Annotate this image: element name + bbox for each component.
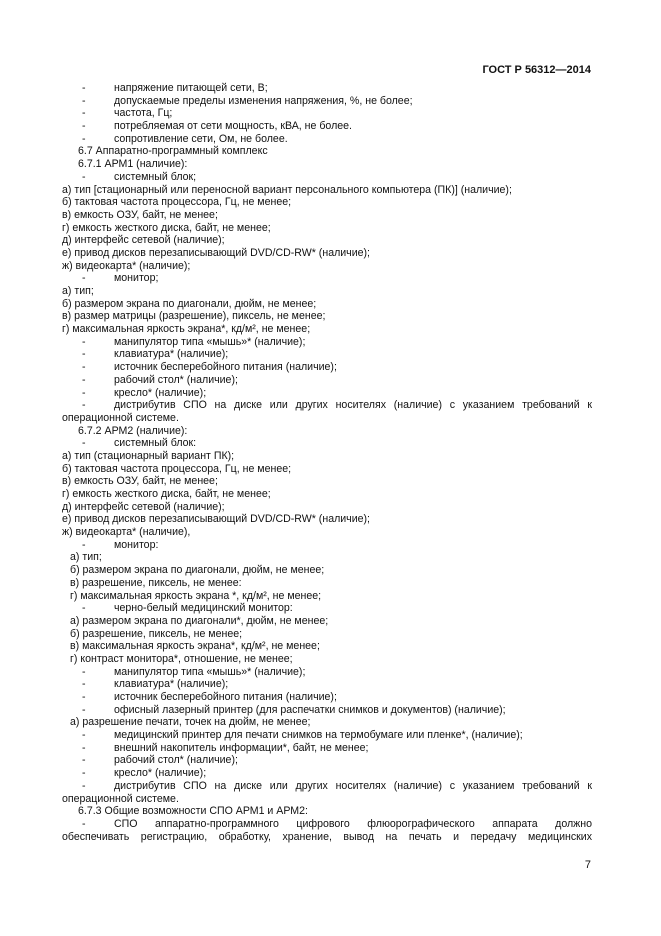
line-text: источник бесперебойного питания (наличие); — [114, 691, 337, 703]
line-text: б) размером экрана по диагонали, дюйм, не менее; — [62, 297, 317, 310]
text-line — [62, 120, 592, 133]
text-line — [62, 539, 592, 552]
line-text: б) размером экрана по диагонали, дюйм, не менее; — [70, 564, 325, 577]
text-line — [62, 336, 592, 349]
line-text: кресло* (наличие); — [114, 767, 207, 780]
line-text: а) тип; — [70, 551, 102, 564]
list-dash: - — [82, 94, 86, 107]
text-line — [62, 805, 592, 818]
line-text: г) максимальная яркость экрана*, кд/м², не менее; — [62, 323, 311, 336]
list-dash: - — [82, 386, 86, 399]
list-dash: - — [82, 335, 86, 348]
line-text: а) тип; — [62, 285, 94, 297]
text-line — [62, 82, 592, 95]
text-line — [62, 171, 592, 184]
text-line — [62, 285, 592, 298]
line-text: д) интерфейс сетевой (наличие); — [62, 234, 225, 247]
text-line — [62, 196, 592, 209]
line-text: дистрибутив СПО на диске или других носителях (наличие) с указанием требований к — [114, 399, 592, 412]
text-line — [62, 145, 592, 158]
line-text: черно-белый медицинский монитор: — [114, 602, 293, 615]
text-line — [62, 133, 592, 146]
list-dash: - — [82, 741, 86, 754]
line-text: в) максимальная яркость экрана*, кд/м², не менее; — [70, 640, 320, 653]
text-line — [62, 577, 592, 590]
line-text: е) привод дисков перезаписывающий DVD/CD-RW* (наличие); — [62, 513, 370, 526]
text-line — [62, 615, 592, 628]
text-line — [62, 475, 592, 488]
text-line — [62, 818, 592, 831]
text-line — [62, 513, 592, 526]
line-text: е) привод дисков перезаписывающий DVD/CD-RW* (наличие); — [62, 246, 370, 259]
line-text: рабочий стол* (наличие); — [114, 373, 238, 386]
text-line — [62, 425, 592, 438]
line-text: б) разрешение, пиксель, не менее; — [70, 627, 243, 640]
line-text: ж) видеокарта* (наличие); — [62, 259, 191, 272]
line-text: а) тип (стационарный вариант ПК); — [62, 449, 235, 462]
text-line — [62, 209, 592, 222]
line-text: 6.7.2 АРМ2 (наличие): — [78, 424, 188, 437]
text-line — [62, 399, 592, 412]
text-line — [62, 463, 592, 476]
list-dash: - — [82, 348, 86, 361]
line-text: г) контраст монитора*, отношение, не менее; — [70, 652, 293, 665]
text-line — [62, 716, 592, 729]
text-line — [62, 551, 592, 564]
text-line — [62, 158, 592, 171]
line-text: допускаемые пределы изменения напряжения, %, не более; — [114, 94, 413, 107]
line-text: а) разрешение печати, точек на дюйм, не менее; — [70, 716, 311, 729]
text-line — [62, 564, 592, 577]
line-text: д) интерфейс сетевой (наличие); — [62, 500, 225, 513]
text-line — [62, 793, 592, 806]
line-text: кресло* (наличие); — [114, 386, 207, 399]
line-text: операционной системе. — [62, 792, 179, 805]
text-line — [62, 348, 592, 361]
line-text: в) емкость ОЗУ, байт, не менее; — [62, 475, 218, 488]
list-dash: - — [82, 691, 86, 703]
line-text: клавиатура* (наличие); — [114, 348, 229, 361]
line-text: г) максимальная яркость экрана *, кд/м², не менее; — [70, 589, 322, 602]
text-line — [62, 361, 592, 374]
text-line — [62, 260, 592, 273]
line-text: системный блок: — [114, 437, 197, 450]
list-dash: - — [82, 538, 86, 551]
text-line — [62, 691, 592, 704]
text-line — [62, 678, 592, 691]
page-number: 7 — [584, 859, 591, 871]
line-text: обеспечивать регистрацию, обработку, хранение, вывод на печать и передачу медицинских — [62, 830, 592, 843]
text-line — [62, 590, 592, 603]
line-text: ж) видеокарта* (наличие), — [62, 526, 191, 539]
list-dash: - — [82, 729, 86, 742]
line-text: медицинский принтер для печати снимков на термобумаге или пленке*, (наличие); — [114, 729, 523, 742]
list-dash: - — [82, 703, 86, 716]
list-dash: - — [82, 437, 86, 450]
text-line — [62, 234, 592, 247]
line-text: потребляемая от сети мощность, кВА, не более. — [114, 120, 352, 133]
text-line — [62, 831, 592, 844]
line-text: а) размером экрана по диагонали*, дюйм, не менее; — [70, 614, 329, 627]
text-line — [62, 184, 592, 197]
line-text: напряжение питающей сети, В; — [114, 82, 268, 94]
line-text: рабочий стол* (наличие); — [114, 754, 238, 767]
line-text: частота, Гц; — [114, 107, 173, 120]
line-text: б) тактовая частота процессора, Гц, не менее; — [62, 462, 292, 475]
list-dash: - — [82, 665, 86, 678]
text-line — [62, 310, 592, 323]
text-line — [62, 107, 592, 120]
line-text: манипулятор типа «мышь»* (наличие); — [114, 665, 306, 678]
text-line — [62, 387, 592, 400]
text-line — [62, 272, 592, 285]
list-dash: - — [82, 399, 86, 412]
line-text: в) размер матрицы (разрешение), пиксель, не менее; — [62, 310, 326, 323]
text-line — [62, 437, 592, 450]
line-text: дистрибутив СПО на диске или других носителях (наличие) с указанием требований к — [114, 779, 592, 792]
text-line — [62, 602, 592, 615]
line-text: источник бесперебойного питания (наличие); — [114, 361, 337, 374]
line-text: монитор: — [114, 538, 159, 551]
text-line — [62, 526, 592, 539]
line-text: г) емкость жесткого диска, байт, не менее; — [62, 221, 271, 234]
standard-header: ГОСТ Р 56312—2014 — [482, 64, 591, 76]
text-line — [62, 780, 592, 793]
list-dash: - — [82, 373, 86, 386]
line-text: офисный лазерный принтер (для распечатки снимков и документов) (наличие); — [114, 703, 506, 716]
text-line — [62, 298, 592, 311]
line-text: клавиатура* (наличие); — [114, 678, 229, 691]
text-line — [62, 729, 592, 742]
text-line — [62, 95, 592, 108]
list-dash: - — [82, 767, 86, 780]
line-text: монитор; — [114, 272, 159, 285]
line-text: системный блок; — [114, 170, 197, 183]
list-dash: - — [82, 678, 86, 691]
text-line — [62, 704, 592, 717]
document-body — [62, 82, 592, 843]
text-line — [62, 488, 592, 501]
text-line — [62, 323, 592, 336]
list-dash: - — [82, 132, 86, 145]
text-line — [62, 742, 592, 755]
text-line — [62, 754, 592, 767]
list-dash: - — [82, 170, 86, 183]
line-text: СПО аппаратно-программного цифрового флюорографического аппарата должно — [114, 817, 592, 830]
list-dash: - — [82, 779, 86, 792]
line-text: операционной системе. — [62, 411, 179, 424]
text-line — [62, 640, 592, 653]
line-text: 6.7.3 Общие возможности СПО АРМ1 и АРМ2: — [78, 805, 308, 818]
list-dash: - — [82, 120, 86, 133]
text-line — [62, 412, 592, 425]
text-line — [62, 501, 592, 514]
list-dash: - — [82, 361, 86, 374]
list-dash: - — [82, 754, 86, 767]
text-line — [62, 628, 592, 641]
list-dash: - — [82, 602, 86, 615]
text-line — [62, 666, 592, 679]
line-text: 6.7 Аппаратно-программный комплекс — [78, 145, 268, 158]
line-text: г) емкость жесткого диска, байт, не менее; — [62, 488, 271, 500]
text-line — [62, 374, 592, 387]
line-text: сопротивление сети, Ом, не более. — [114, 132, 288, 145]
text-line — [62, 247, 592, 260]
line-text: а) тип [стационарный или переносной вариант персонального компьютера (ПК)] (наличие); — [62, 183, 512, 196]
line-text: 6.7.1 АРМ1 (наличие): — [78, 158, 188, 171]
text-line — [62, 653, 592, 666]
line-text: внешний накопитель информации*, байт, не менее; — [114, 741, 369, 754]
line-text: в) разрешение, пиксель, не менее: — [70, 576, 242, 589]
list-dash: - — [82, 82, 86, 94]
line-text: в) емкость ОЗУ, байт, не менее; — [62, 208, 218, 221]
line-text: б) тактовая частота процессора, Гц, не менее; — [62, 196, 292, 209]
list-dash: - — [82, 272, 86, 285]
text-line — [62, 767, 592, 780]
line-text: манипулятор типа «мышь»* (наличие); — [114, 335, 306, 348]
list-dash: - — [82, 107, 86, 120]
list-dash: - — [82, 817, 86, 830]
text-line — [62, 450, 592, 463]
text-line — [62, 222, 592, 235]
